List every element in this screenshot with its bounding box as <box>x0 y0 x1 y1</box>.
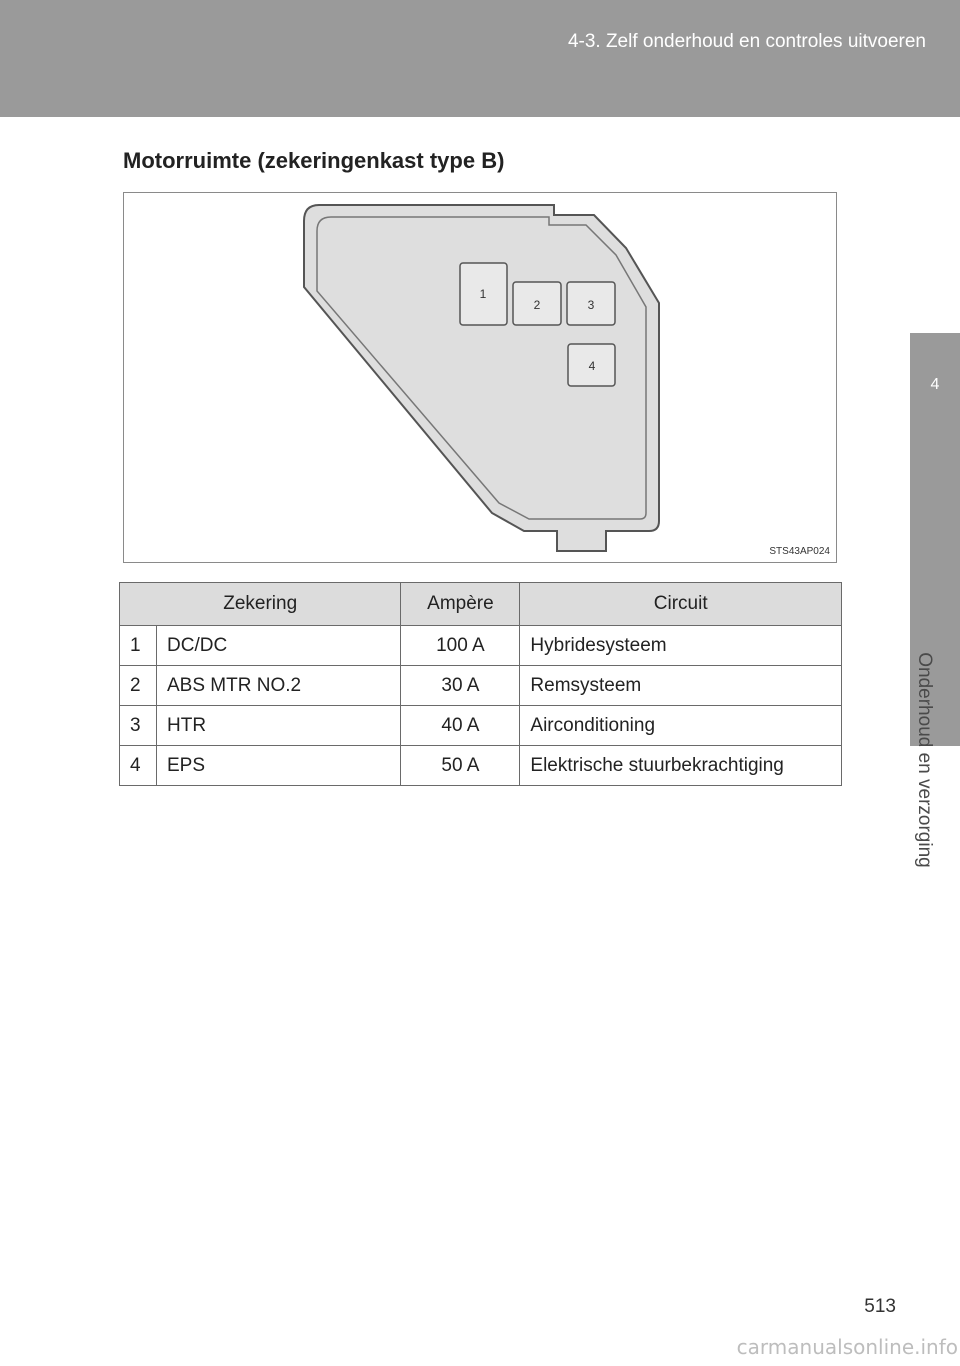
fuse-box-illustration <box>124 193 838 564</box>
fuse-ampere: 100 A <box>401 626 520 666</box>
fuse-circuit: Elektrische stuurbekrachtiging <box>520 746 842 786</box>
figure-code: STS43AP024 <box>769 546 830 557</box>
fuse-4-label: 4 <box>588 359 596 373</box>
header-fuse: Zekering <box>120 583 401 626</box>
side-tab-label: Onderhoud en verzorging <box>914 652 935 868</box>
table-row <box>120 626 842 666</box>
fuse-number: 1 <box>120 626 157 666</box>
fuse-table <box>119 582 842 786</box>
table-header-row <box>120 583 842 626</box>
table-row <box>120 746 842 786</box>
fuse-number: 2 <box>120 666 157 706</box>
fuse-circuit: Hybridesysteem <box>520 626 842 666</box>
fuse-ampere: 50 A <box>401 746 520 786</box>
header-band <box>0 0 960 117</box>
fuse-1-label: 1 <box>479 287 487 301</box>
fuse-circuit: Airconditioning <box>520 706 842 746</box>
fuse-ampere: 40 A <box>401 706 520 746</box>
fuse-3-label: 3 <box>587 298 595 312</box>
fuse-ampere: 30 A <box>401 666 520 706</box>
header-circuit: Circuit <box>520 583 842 626</box>
fuse-name: HTR <box>157 706 401 746</box>
watermark: carmanualsonline.info <box>736 1335 958 1359</box>
table-row <box>120 706 842 746</box>
fuse-2-label: 2 <box>533 298 541 312</box>
fuse-name: ABS MTR NO.2 <box>157 666 401 706</box>
fuse-name: EPS <box>157 746 401 786</box>
fuse-number: 3 <box>120 706 157 746</box>
fuse-circuit: Remsysteem <box>520 666 842 706</box>
fuse-box-figure <box>123 192 837 563</box>
side-tab-number: 4 <box>930 376 940 393</box>
header-ampere: Ampère <box>401 583 520 626</box>
chapter-title: 4-3. Zelf onderhoud en controles uitvoeren <box>567 31 926 52</box>
page-number: 513 <box>864 1296 896 1317</box>
fuse-name: DC/DC <box>157 626 401 666</box>
fuse-number: 4 <box>120 746 157 786</box>
section-title: Motorruimte (zekeringenkast type B) <box>123 148 505 173</box>
table-row <box>120 666 842 706</box>
